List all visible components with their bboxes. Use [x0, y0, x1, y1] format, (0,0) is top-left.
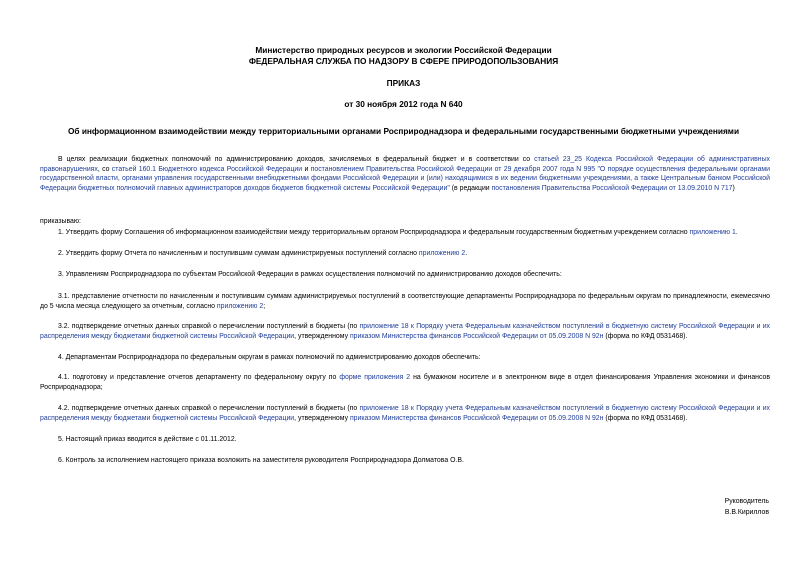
page-title: Об информационном взаимодействии между территориальными органами Росприроднадзора и федеральными государственными бюджетными учреждениями	[67, 126, 740, 136]
list-item: 4. Департаментам Росприроднадзора по федеральным округам в рамках полномочий по администрированию доходов обеспечить:	[58, 354, 481, 361]
link-government-resolution-995[interactable]: постановлением Правительства Российской Федерации от 29 декабря 2007 года N 995 "О порядке осуществления федеральными органами государственной власти, органами управления государственными внебюджетными фондами Российской Федерации и (или) находящимися в их ведении бюджетными учреждениями, а также Центральным банком Российской Федерации бюджетных полномочий главных администраторов доходов бюджетов бюджетной системы Российской Федерации"	[40, 165, 770, 192]
orders-label: приказываю:	[40, 218, 81, 225]
list-item: 5. Настоящий приказ вводится в действие с 01.11.2012.	[58, 436, 237, 443]
list-item: 1. Утвердить форму Соглашения об информационном взаимодействии между территориальным органом Росприроднадзора и федеральным государственным бюджетным учреждением согласно приложению 1.	[58, 229, 738, 236]
signature-position: Руководитель	[724, 498, 769, 505]
signature-name: В.В.Кириллов	[724, 509, 769, 516]
link-koap-article[interactable]: статьей 23_25 Кодекса Российской Федерации об административных правонарушениях	[40, 156, 770, 173]
service-name: ФЕДЕРАЛЬНАЯ СЛУЖБА ПО НАДЗОРУ В СФЕРЕ ПРИРОДОПОЛЬЗОВАНИЯ	[248, 56, 559, 66]
link-treasury-order-appendix-18[interactable]: приложение 18 к Порядку учета Федеральным казначейством поступлений в бюджетную систему Российской Федерации и их распределения между бюджетами бюджетной системы Российской Федерации	[40, 405, 770, 422]
link-treasury-order-appendix-18[interactable]: приложение 18 к Порядку учета Федеральным казначейством поступлений в бюджетную систему Российской Федерации и их распределения между бюджетами бюджетной системы Российской Федерации	[40, 323, 770, 340]
link-appendix-2[interactable]: приложению 2	[418, 250, 466, 257]
link-appendix-2[interactable]: приложению 2	[216, 302, 264, 310]
preamble-paragraph: В целях реализации бюджетных полномочий по администрированию доходов, зачисляемых в федеральный бюджет и в соответствии со статьей 23_25 Кодекса Российской Федерации об административных правонарушениях, со статьей 160.1 Бюджетного кодекса Российской Федерации и постановлением Правительства Российской Федерации от 29 декабря 2007 года N 995 "О порядке осуществления федеральными органами государственной власти, органами управления государственными внебюджетными фондами Российской Федерации и (или) находящимися в их ведении бюджетными учреждениями, а также Центральным банком Российской Федерации бюджетных полномочий главных администраторов доходов бюджетов бюджетной системы Российской Федерации" (в редакции постановления Правительства Российской Федерации от 13.09.2010 N 717)	[40, 156, 770, 192]
link-form-appendix-2[interactable]: форме приложения 2	[339, 374, 411, 381]
link-minfin-order-92n[interactable]: приказом Министерства финансов Российской Федерации от 05.09.2008 N 92н	[349, 332, 604, 340]
document-type: ПРИКАЗ	[386, 78, 421, 88]
document-date: от 30 ноября 2012 года N 640	[344, 99, 463, 109]
link-appendix-1[interactable]: приложению 1	[689, 229, 736, 236]
list-item: 3.2. подтверждение отчетных данных справкой о перечислении поступлений в бюджеты (по приложение 18 к Порядку учета Федеральным казначейством поступлений в бюджетную систему Российской Федерации и их распределения между бюджетами бюджетной системы Российской Федерации, утвержденному приказом Министерства финансов Российской Федерации от 05.09.2008 N 92н (форма по КФД 0531468).	[40, 323, 770, 340]
list-item: 2. Утвердить форму Отчета по начисленным и поступившим суммам администрируемых поступлений согласно приложению 2.	[58, 250, 468, 257]
list-item: 3. Управлениям Росприроднадзора по субъектам Российской Федерации в рамках осуществления полномочий по администрированию доходов обеспечить:	[58, 271, 562, 278]
list-item: 3.1. представление отчетности по начисленным и поступившим суммам администрируемых поступлений в соответствующие департаменты Росприроднадзора по федеральным округам по принадлежности, ежемесячно до 5 числа месяца следующего за отчетным, согласно приложению 2;	[40, 293, 770, 310]
list-item: 6. Контроль за исполнением настоящего приказа возложить на заместителя руководителя Росприроднадзора Долматова О.В.	[58, 457, 464, 464]
link-minfin-order-92n[interactable]: приказом Министерства финансов Российской Федерации от 05.09.2008 N 92н	[349, 414, 604, 422]
link-government-resolution-717[interactable]: постановления Правительства Российской Федерации от 13.09.2010 N 717	[491, 184, 733, 192]
link-budget-code-article[interactable]: статьей 160.1 Бюджетного кодекса Российской Федерации	[111, 165, 303, 173]
list-item: 4.1. подготовку и представление отчетов департаменту по федеральному округу по форме приложения 2 на бумажном носителе и в электронном виде в отдел финансирования Управления экономики и финансов Росприроднадзора;	[40, 374, 770, 391]
ministry-name: Министерство природных ресурсов и экологии Российской Федерации	[255, 45, 552, 55]
list-item: 4.2. подтверждение отчетных данных справкой о перечислении поступлений в бюджеты (по приложение 18 к Порядку учета Федеральным казначейством поступлений в бюджетную систему Российской Федерации и их распределения между бюджетами бюджетной системы Российской Федерации, утвержденному приказом Министерства финансов Российской Федерации от 05.09.2008 N 92н (форма по КФД 0531468).	[40, 405, 770, 422]
